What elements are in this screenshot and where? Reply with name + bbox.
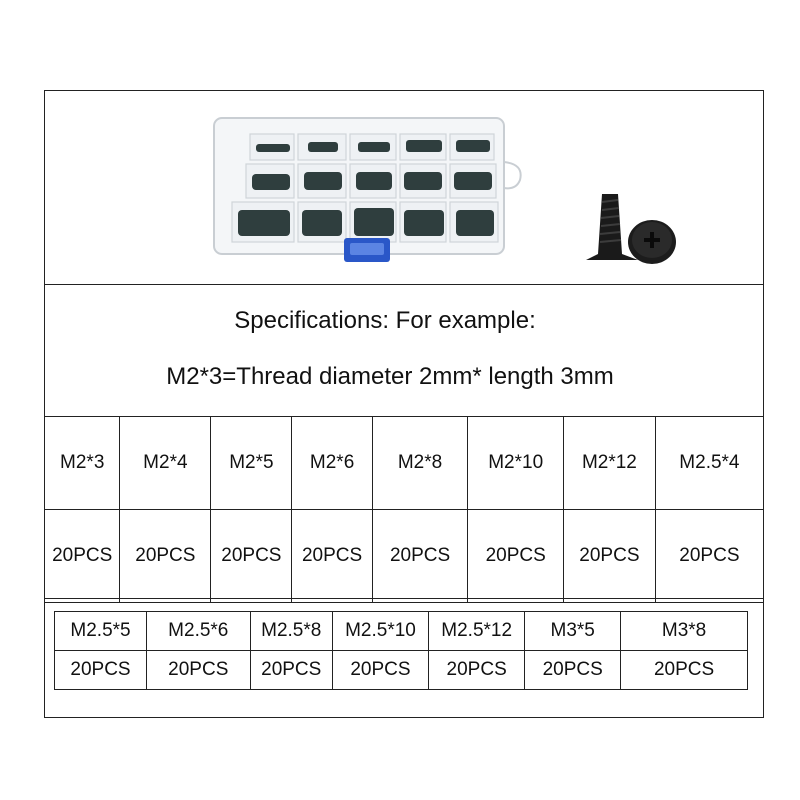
screw-organizer-box bbox=[46, 92, 762, 284]
quantity-cell: 20PCS bbox=[468, 510, 564, 603]
quantity-cell: 20PCS bbox=[120, 510, 211, 603]
size-table-1 bbox=[44, 416, 764, 603]
size-cell: M2.5*4 bbox=[655, 417, 763, 510]
box-latch-highlight bbox=[350, 243, 384, 255]
quantity-cell: 20PCS bbox=[292, 510, 372, 603]
size-cell: M2.5*5 bbox=[55, 612, 147, 651]
divider-photo bbox=[44, 284, 764, 285]
quantity-cell: 20PCS bbox=[564, 510, 656, 603]
size-cell: M2.5*10 bbox=[332, 612, 428, 651]
size-cell: M2*12 bbox=[564, 417, 656, 510]
divider-table2 bbox=[44, 598, 764, 599]
quantity-cell: 20PCS bbox=[372, 510, 468, 603]
specifications-example: M2*3=Thread diameter 2mm* length 3mm bbox=[166, 363, 614, 390]
quantity-cell: 20PCS bbox=[332, 651, 428, 690]
quantity-row bbox=[55, 651, 748, 690]
size-row bbox=[55, 612, 748, 651]
size-table-2 bbox=[54, 611, 748, 690]
quantity-cell: 20PCS bbox=[55, 651, 147, 690]
quantity-cell: 20PCS bbox=[211, 510, 292, 603]
size-cell: M2*3 bbox=[45, 417, 120, 510]
quantity-row bbox=[45, 510, 764, 603]
box-hinge bbox=[504, 162, 521, 188]
size-cell: M2*4 bbox=[120, 417, 211, 510]
quantity-cell: 20PCS bbox=[250, 651, 332, 690]
size-cell: M2*10 bbox=[468, 417, 564, 510]
size-cell: M2.5*8 bbox=[250, 612, 332, 651]
size-cell: M2.5*12 bbox=[429, 612, 525, 651]
size-cell: M3*8 bbox=[621, 612, 748, 651]
quantity-cell: 20PCS bbox=[621, 651, 748, 690]
size-row bbox=[45, 417, 764, 510]
size-cell: M2*5 bbox=[211, 417, 292, 510]
quantity-cell: 20PCS bbox=[45, 510, 120, 603]
quantity-cell: 20PCS bbox=[525, 651, 621, 690]
size-cell: M3*5 bbox=[525, 612, 621, 651]
size-cell: M2.5*6 bbox=[146, 612, 250, 651]
size-cell: M2*6 bbox=[292, 417, 372, 510]
specifications-heading: Specifications: For example: bbox=[234, 307, 536, 334]
quantity-cell: 20PCS bbox=[429, 651, 525, 690]
quantity-cell: 20PCS bbox=[655, 510, 763, 603]
size-cell: M2*8 bbox=[372, 417, 468, 510]
quantity-cell: 20PCS bbox=[146, 651, 250, 690]
product-photo-area bbox=[46, 92, 762, 284]
black-flat-head-phillips-screw bbox=[586, 194, 676, 264]
